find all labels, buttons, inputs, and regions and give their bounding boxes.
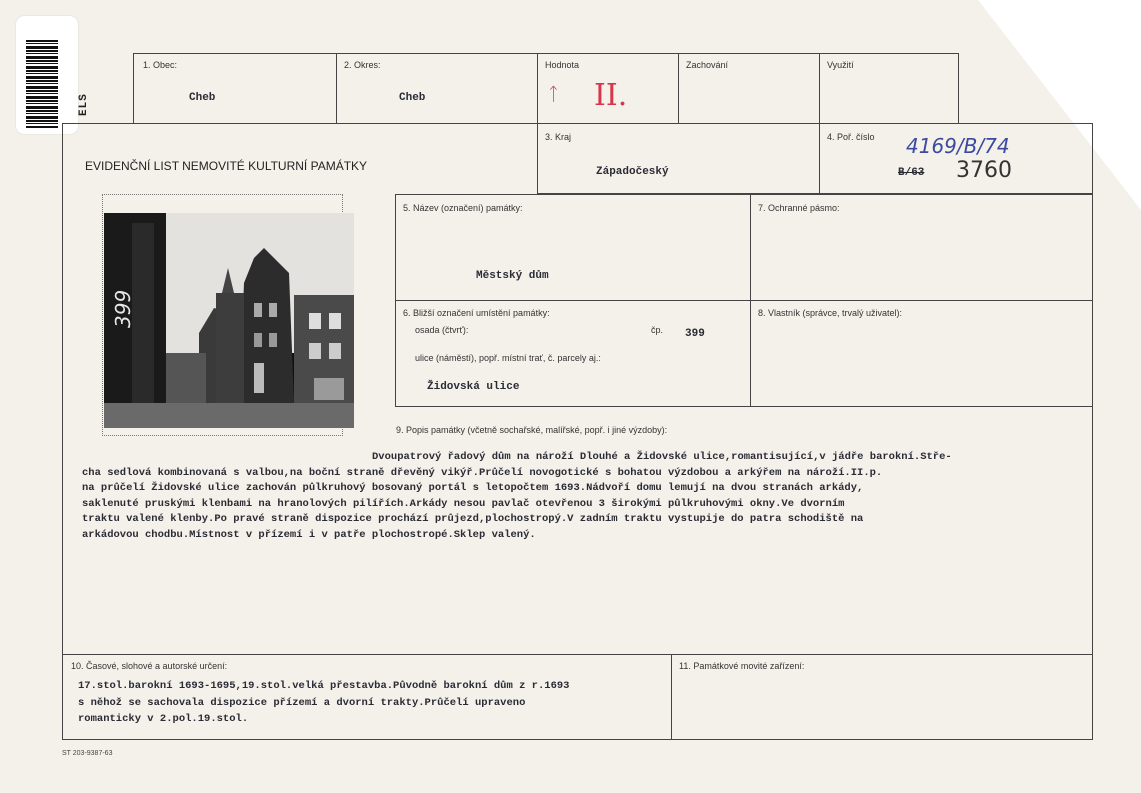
barcode-icon: [26, 40, 58, 128]
casove-text: [78, 678, 668, 728]
form-title: EVIDENČNÍ LIST NEMOVITÉ KULTURNÍ PAMÁTKY: [85, 159, 368, 173]
popis-line: Dvoupatrový řadový dům na nároží Dlouhé a Židovské ulice,romantisující,v jádře barokní.Stře-: [372, 451, 952, 463]
okres-box: [336, 53, 538, 124]
cp-value: 399: [685, 328, 705, 340]
building-photo: [104, 213, 354, 428]
casove-line: s něhož se sachovala dispozice přízemí a dvorní trakty.Průčelí upraveno: [78, 696, 526, 709]
form-code: ST 203-9387-63: [62, 750, 113, 757]
hodnota-label: Hodnota: [545, 60, 580, 70]
popis-line: cha sedlová kombinovaná s valbou,na boční straně dřevěný vikýř.Průčelí novogotické s bohatou výzdobou a arkýřem na nároží.II.p.: [82, 466, 883, 479]
popis-label: 9. Popis památky (včetně sochařské, malířské, popř. i jiné výzdoby):: [396, 425, 668, 435]
por-cislo-handwritten: 4169/B/74: [906, 134, 1010, 158]
okres-label: 2. Okres:: [344, 60, 381, 70]
nazev-box: [395, 194, 751, 301]
movite-box: [671, 654, 1093, 740]
popis-text: [82, 450, 1082, 543]
obec-label: 1. Obec:: [143, 60, 178, 70]
por-cislo-new: 3760: [956, 158, 1012, 183]
building-photo-image: [104, 213, 354, 428]
vlastnik-box: [750, 300, 1093, 407]
popis-line: na průčelí Židovské ulice zachován půlkruhový bosovaný portál s letopočtem 1693.Nádvoří domu lemují na dvou stranách arkády,: [82, 482, 864, 494]
nazev-value: Městský dům: [476, 270, 549, 282]
zachovani-label: Zachování: [686, 60, 729, 70]
kraj-box: [537, 123, 820, 194]
hodnota-box: [537, 53, 679, 124]
por-cislo-label: 4. Poř. číslo: [827, 132, 875, 142]
ulice-value: Židovská ulice: [427, 381, 520, 393]
obec-value: Cheb: [189, 92, 216, 104]
okres-value: Cheb: [399, 92, 426, 104]
zachovani-box: [678, 53, 820, 124]
vlastnik-label: 8. Vlastník (správce, trvalý uživatel):: [758, 308, 903, 318]
casove-line: 17.stol.barokní 1693-1695,19.stol.velká přestavba.Původně barokní dům z r.1693: [78, 680, 570, 692]
kraj-label: 3. Kraj: [545, 132, 572, 142]
osada-label: osada (čtvrť):: [415, 325, 469, 335]
obec-box: [133, 53, 337, 124]
blizsi-box: [395, 300, 751, 407]
ochranne-pasmo-label: 7. Ochranné pásmo:: [758, 203, 840, 213]
kraj-value: Západočeský: [596, 166, 669, 178]
movite-label: 11. Památkové movité zařízení:: [679, 661, 805, 671]
por-cislo-struck: B/63: [898, 167, 925, 179]
photo-number: 399: [111, 289, 135, 328]
casove-label: 10. Časové, slohové a autorské určení:: [71, 661, 228, 671]
por-cislo-box: [819, 123, 1093, 194]
casove-line: romanticky v 2.pol.19.stol.: [78, 713, 249, 725]
hodnota-mark: II.: [594, 78, 628, 113]
red-tick-icon: ᛏ: [548, 84, 559, 105]
blizsi-label: 6. Bližší označení umístění památky:: [403, 308, 550, 318]
barcode-sticker: [16, 16, 90, 134]
cp-label: čp.: [651, 325, 664, 335]
nazev-label: 5. Název (označení) památky:: [403, 203, 523, 213]
ulice-label: ulice (náměstí), popř. místní trať, č. parcely aj.:: [415, 353, 601, 363]
barcode-code: ELS: [78, 93, 90, 116]
popis-line: traktu valené klenby.Po pravé straně dispozice prochází průjezd,plochostropý.V zadním traktu vystupije do patra schodiště na: [82, 513, 864, 525]
popis-line: saklenuté pruskými klenbami na hranolových pilířích.Arkády nesou pavlač otevřenou 3 širokými půlkruhovými okny.Ve dvorním: [82, 497, 845, 510]
vyuziti-box: [819, 53, 959, 124]
vyuziti-label: Využití: [827, 60, 854, 70]
popis-line: arkádovou chodbu.Místnost v přízemí i v patře plochostropé.Sklep valený.: [82, 528, 536, 541]
ochranne-pasmo-box: [750, 194, 1093, 301]
